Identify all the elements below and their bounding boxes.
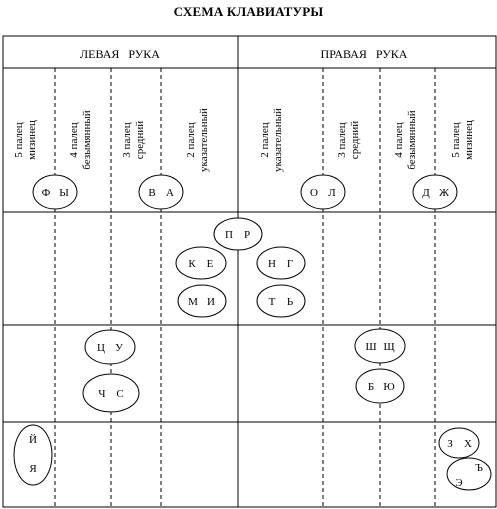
key-group-oval — [447, 458, 491, 490]
hand-headers — [80, 47, 408, 61]
key-label-pr-1: Р — [243, 229, 251, 241]
key-groups — [14, 175, 491, 490]
key-label-ng-0: Н — [268, 258, 276, 270]
key-group-oval — [33, 175, 77, 209]
key-group-oval — [257, 247, 305, 279]
finger-label-l2-number: 2 палец — [185, 122, 197, 158]
finger-label-l2-name: указательный — [198, 108, 210, 172]
key-label-zkh-0: З — [447, 438, 453, 450]
finger-label-r3-number: 3 палец — [336, 122, 348, 158]
key-label-ke-1: Е — [206, 258, 214, 270]
key-label-ke-0: К — [188, 258, 196, 270]
key-label-chs-0: Ч — [98, 388, 106, 400]
key-label-pr-0: П — [225, 229, 233, 241]
key-group-dzh — [413, 175, 457, 209]
finger-label-l5-name: мизинец — [26, 120, 38, 160]
key-group-oval — [439, 428, 479, 458]
key-group-oval — [178, 285, 226, 317]
key-label-fy-1: Ы — [59, 187, 69, 199]
finger-label-l3-name: средний — [134, 120, 146, 160]
key-group-oval — [85, 330, 135, 364]
key-label-dzh-0: Д — [422, 187, 430, 199]
finger-label-l4-name: безымянный — [81, 110, 93, 170]
left-hand-label: ЛЕВАЯ РУКА — [80, 47, 160, 61]
key-label-mi-1: И — [207, 296, 215, 308]
diagram-title: СХЕМА КЛАВИАТУРЫ — [173, 4, 324, 19]
key-group-jya — [14, 425, 52, 485]
key-group-ol — [301, 175, 345, 209]
key-group-shsch — [355, 329, 405, 363]
key-group-oval — [413, 175, 457, 209]
key-label-zkh-1: Х — [464, 438, 472, 450]
key-label-tsu-1: У — [115, 342, 123, 354]
key-group-tsoft — [257, 285, 305, 317]
key-label-chs-1: С — [116, 388, 124, 400]
key-label-tsoft-1: Ь — [286, 296, 294, 308]
key-group-fy — [33, 175, 77, 209]
key-group-oval — [214, 218, 262, 250]
key-label-fy-0: Ф — [41, 187, 51, 199]
key-group-oval — [176, 247, 226, 279]
key-group-va — [139, 175, 183, 209]
key-group-tsu — [85, 330, 135, 364]
finger-label-r2-number: 2 палец — [259, 122, 271, 158]
finger-label-r3-name: средний — [349, 120, 361, 160]
key-label-mi-0: М — [188, 296, 198, 308]
finger-label-l3-number: 3 палец — [121, 122, 133, 158]
key-group-hard — [447, 458, 491, 490]
right-hand-label: ПРАВАЯ РУКА — [320, 47, 408, 61]
key-label-byu-1: Ю — [383, 381, 395, 393]
key-label-byu-0: Б — [367, 381, 375, 393]
key-group-oval — [257, 285, 305, 317]
key-label-ol-0: О — [310, 187, 318, 199]
key-group-ng — [257, 247, 305, 279]
key-group-zkh — [439, 428, 479, 458]
key-label-ng-1: Г — [286, 258, 294, 270]
finger-label-r5-name: мизинец — [463, 120, 475, 160]
key-label-shsch-1: Щ — [383, 341, 395, 353]
key-group-oval — [83, 374, 139, 412]
key-group-oval — [139, 175, 183, 209]
key-label-va-1: А — [166, 187, 174, 199]
outer-frame — [3, 36, 496, 507]
key-group-byu — [356, 369, 404, 403]
key-label-tsu-0: Ц — [97, 342, 105, 354]
finger-label-l5-number: 5 палец — [13, 122, 25, 158]
key-group-oval — [301, 175, 345, 209]
key-group-mi — [178, 285, 226, 317]
finger-label-r4-number: 4 палец — [393, 122, 405, 158]
key-label-va-0: В — [148, 187, 156, 199]
finger-labels — [13, 108, 475, 172]
finger-label-r2-name: указательный — [272, 108, 284, 172]
key-label-jya-0: Й — [29, 434, 37, 446]
key-group-oval — [356, 369, 404, 403]
finger-label-r4-name: безымянный — [406, 110, 418, 170]
key-label-tsoft-0: Т — [268, 296, 276, 308]
key-group-chs — [83, 374, 139, 412]
key-label-hard-0: Ъ — [475, 462, 483, 474]
scheme-grid — [3, 36, 496, 507]
finger-label-l4-number: 4 палец — [68, 122, 80, 158]
finger-label-r5-number: 5 палец — [450, 122, 462, 158]
key-label-hard-1: Э — [455, 477, 463, 489]
key-label-shsch-0: Ш — [365, 341, 377, 353]
key-group-pr — [214, 218, 262, 250]
key-label-dzh-1: Ж — [439, 187, 449, 199]
key-group-oval — [355, 329, 405, 363]
key-group-ke — [176, 247, 226, 279]
key-label-ol-1: Л — [328, 187, 336, 199]
key-label-jya-1: Я — [29, 463, 37, 475]
